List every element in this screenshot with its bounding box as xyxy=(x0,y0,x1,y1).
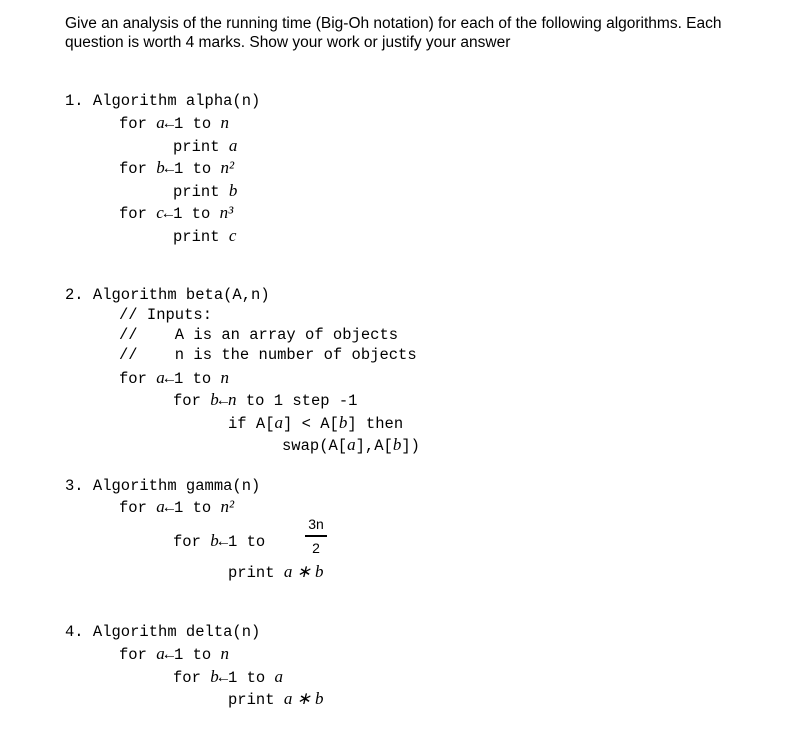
q2-loop-b: for b←n to 1 step -1 xyxy=(173,390,358,410)
q3-header: 3. Algorithm gamma(n) xyxy=(65,477,261,495)
q3-print: print a ∗ b xyxy=(228,562,324,582)
q3-fraction-bar xyxy=(305,535,327,537)
q2-comment-array: // A is an array of objects xyxy=(119,326,399,344)
q2-if-condition: if A[a] < A[b] then xyxy=(228,413,404,433)
q3-fraction-numerator: 3n xyxy=(308,516,324,532)
q3-fraction xyxy=(305,515,327,557)
q1-print-c: print c xyxy=(173,226,237,246)
q4-header: 4. Algorithm delta(n) xyxy=(65,623,261,641)
q2-loop-a: for a←1 to n xyxy=(119,368,230,388)
q1-header: 1. Algorithm alpha(n) xyxy=(65,92,261,110)
q3-fraction-denominator: 2 xyxy=(312,539,320,556)
q1-print-a: print a xyxy=(173,136,238,156)
q3-loop-b: for b←1 to xyxy=(173,531,266,551)
q2-swap: swap(A[a],A[b]) xyxy=(282,435,420,455)
q4-print: print a ∗ b xyxy=(228,689,324,709)
q1-print-b: print b xyxy=(173,181,238,201)
q2-comment-inputs: // Inputs: xyxy=(119,306,213,324)
q3-loop-a: for a←1 to n² xyxy=(119,497,235,517)
q1-loop-a: for a←1 to n xyxy=(119,113,230,133)
q4-loop-b: for b←1 to a xyxy=(173,667,284,687)
q1-loop-b: for b←1 to n² xyxy=(119,158,235,178)
q2-header: 2. Algorithm beta(A,n) xyxy=(65,286,270,304)
q2-comment-count: // n is the number of objects xyxy=(119,346,417,364)
q1-loop-c: for c←1 to n³ xyxy=(119,203,234,223)
q4-loop-a: for a←1 to n xyxy=(119,644,230,664)
instructions-paragraph: Give an analysis of the running time (Big-Oh notation) for each of the following algorithms. Each question is worth 4 marks. Show your work or justify your answer xyxy=(65,15,722,51)
